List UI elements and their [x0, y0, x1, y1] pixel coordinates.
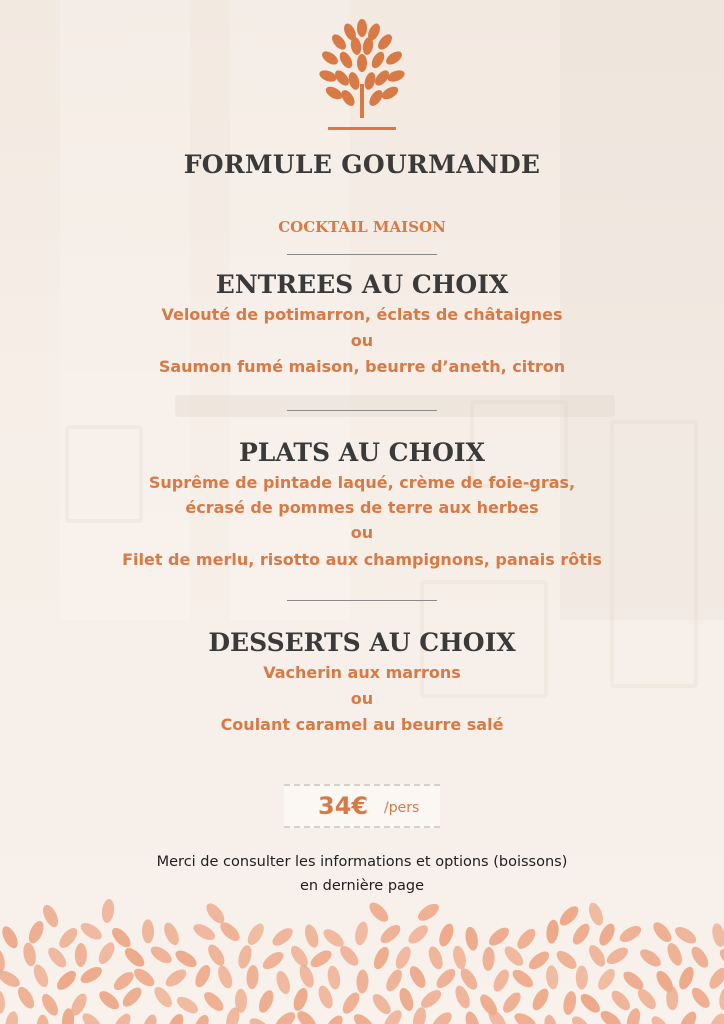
leaf-shape [545, 965, 559, 990]
leaf-shape [31, 962, 51, 989]
leaf-shape [131, 965, 157, 989]
leaf-shape [415, 901, 442, 925]
leaf-shape [256, 988, 276, 1015]
leaf-shape [557, 903, 582, 929]
dessert-item: Coulant caramel au beurre salé [220, 715, 504, 734]
leaf-shape [637, 946, 663, 970]
leaf-shape [426, 945, 445, 972]
leaf-shape [75, 943, 87, 967]
leaf-shape [378, 922, 404, 947]
leaf-shape [676, 965, 696, 992]
leaf-shape [371, 945, 392, 972]
leaf-shape [191, 921, 218, 943]
leaf-shape [710, 922, 724, 948]
leaf-shape [272, 1009, 298, 1024]
leaf-shape [706, 1011, 724, 1024]
leaf-shape [322, 1013, 346, 1024]
leaf-shape [351, 1011, 377, 1024]
leaf-shape [353, 920, 370, 946]
leaf-shape [79, 1010, 104, 1024]
leaf-shape [486, 924, 512, 949]
leaf-shape [369, 991, 393, 1017]
leaf-shape [688, 944, 711, 971]
leaf-shape [648, 1013, 672, 1024]
leaf-shape [512, 1010, 539, 1024]
entree-item: Velouté de potimarron, éclats de châtaignes [161, 305, 563, 324]
leaf-shape [140, 1013, 159, 1024]
leaf-shape [451, 944, 468, 970]
leaf-shape [672, 924, 699, 947]
entree-item: Saumon fumé maison, beurre d’aneth, citron [158, 357, 566, 376]
leaf-shape [78, 964, 105, 987]
leaf-shape [54, 968, 79, 993]
leaf-shape [545, 919, 560, 944]
leaf-shape [291, 986, 310, 1013]
leaf-shape [429, 1009, 455, 1024]
leaf-shape [510, 966, 536, 990]
leaf-shape [482, 947, 495, 972]
price-amount: 34€ [318, 792, 369, 820]
leaf-shape [650, 919, 675, 945]
leaf-shape [192, 963, 213, 990]
leaf-shape [366, 899, 391, 925]
leaf-shape [464, 926, 480, 952]
leaf-shape [677, 1009, 700, 1024]
leaf-shape [148, 943, 175, 966]
or-separator: ou [350, 331, 374, 350]
leaf-shape [664, 941, 684, 968]
leaf-shape [586, 942, 609, 969]
leaf-shape [163, 966, 189, 990]
leaf-shape [201, 989, 227, 1014]
leaf-shape [326, 965, 342, 991]
leaf-shape [436, 922, 456, 949]
leaf-shape [529, 986, 551, 1013]
leaf-pattern-icon [0, 895, 724, 1024]
divider [287, 254, 437, 255]
leaf-shape [101, 898, 116, 923]
leaf-shape [595, 966, 618, 993]
leaf-shape [562, 990, 578, 1016]
info-note [0, 850, 724, 898]
plats-heading: PLATS AU CHOIX [238, 438, 486, 467]
or-separator: ou [350, 523, 374, 542]
leaf-shape [274, 969, 293, 996]
leaf-shape [96, 988, 122, 1013]
leaf-shape [191, 1013, 212, 1024]
leaf-shape [598, 1008, 624, 1024]
leaf-shape [215, 964, 235, 991]
leaf-shape [260, 949, 286, 973]
leaf-shape [688, 985, 712, 1011]
leaf-shape [0, 924, 21, 951]
leaf-shape [288, 943, 312, 970]
leaf-shape [463, 1010, 482, 1024]
leaf-shape [407, 964, 429, 991]
leaf-shape [302, 923, 320, 949]
leaf-shape [26, 919, 47, 946]
leaf-shape [165, 1012, 187, 1024]
leaf-shape [405, 922, 431, 947]
or-separator: ou [350, 689, 374, 708]
leaf-shape [122, 945, 148, 970]
leaf-shape [514, 926, 539, 952]
leaf-shape [0, 947, 7, 973]
leaf-shape [356, 969, 369, 993]
tree-icon [312, 18, 412, 130]
plat-item: écrasé de pommes de terre aux herbes [185, 498, 539, 517]
leaf-shape [569, 1013, 594, 1024]
plat-item: Suprême de pintade laqué, crème de foie-gras, [148, 473, 576, 492]
price-unit: /pers [384, 800, 420, 816]
leaf-shape [246, 965, 260, 990]
leaf-shape [604, 944, 631, 967]
leaf-shape [96, 940, 118, 967]
leaf-shape [247, 1015, 273, 1024]
leaf-shape [110, 1011, 134, 1024]
logo-underline [328, 127, 396, 130]
leaf-shape [37, 1015, 49, 1024]
leaf-shape [0, 968, 22, 990]
leaf-shape [205, 942, 228, 969]
divider [287, 410, 437, 411]
leaf-shape [397, 986, 416, 1013]
leaf-shape [39, 991, 61, 1018]
leaf-shape [717, 946, 724, 971]
leaf-shape [22, 942, 38, 968]
entrees-heading: ENTREES AU CHOIX [215, 270, 509, 299]
divider [287, 600, 437, 601]
leaf-shape [666, 986, 678, 1010]
desserts-heading: DESSERTS AU CHOIX [208, 628, 516, 657]
leaf-shape [244, 921, 267, 948]
leaf-shape [706, 965, 724, 992]
leaf-shape [411, 1006, 428, 1024]
leaf-shape [617, 923, 644, 946]
leaf-shape [577, 991, 603, 1016]
info-note-line: en dernière page [299, 878, 425, 894]
leaf-shape [635, 986, 660, 1012]
leaf-shape [173, 947, 200, 970]
leaf-shape [717, 985, 724, 1011]
menu-title: FORMULE GOURMANDE [183, 150, 541, 179]
leaf-shape [174, 993, 201, 1016]
leaf-shape [269, 925, 295, 949]
leaf-shape [576, 966, 588, 990]
leaf-shape [3, 1010, 20, 1024]
price-tag [284, 784, 440, 828]
leaf-shape [542, 1014, 559, 1024]
leaf-shape [78, 920, 105, 943]
leaf-shape [339, 990, 362, 1017]
plat-item: Filet de merlu, risotto aux champignons, panais rôtis [122, 550, 602, 569]
leaf-shape [151, 984, 175, 1010]
leaf-shape [554, 948, 580, 973]
leaf-shape [586, 901, 606, 928]
leaf-shape [393, 944, 414, 971]
leaf-shape [0, 989, 6, 1014]
leaf-shape [15, 984, 38, 1011]
leaf-shape [433, 966, 458, 992]
cocktail-line: COCKTAIL MAISON [278, 218, 446, 236]
leaf-shape [161, 920, 182, 947]
leaf-shape [142, 919, 154, 943]
dessert-item: Vacherin aux marrons [263, 663, 461, 682]
leaf-shape [500, 989, 524, 1015]
leaf-shape [608, 988, 633, 1014]
leaf-shape [45, 944, 70, 970]
leaf-shape [490, 967, 512, 994]
info-note-line: Merci de consulter les informations et options (boissons) [156, 854, 568, 870]
leaf-shape [570, 921, 593, 948]
